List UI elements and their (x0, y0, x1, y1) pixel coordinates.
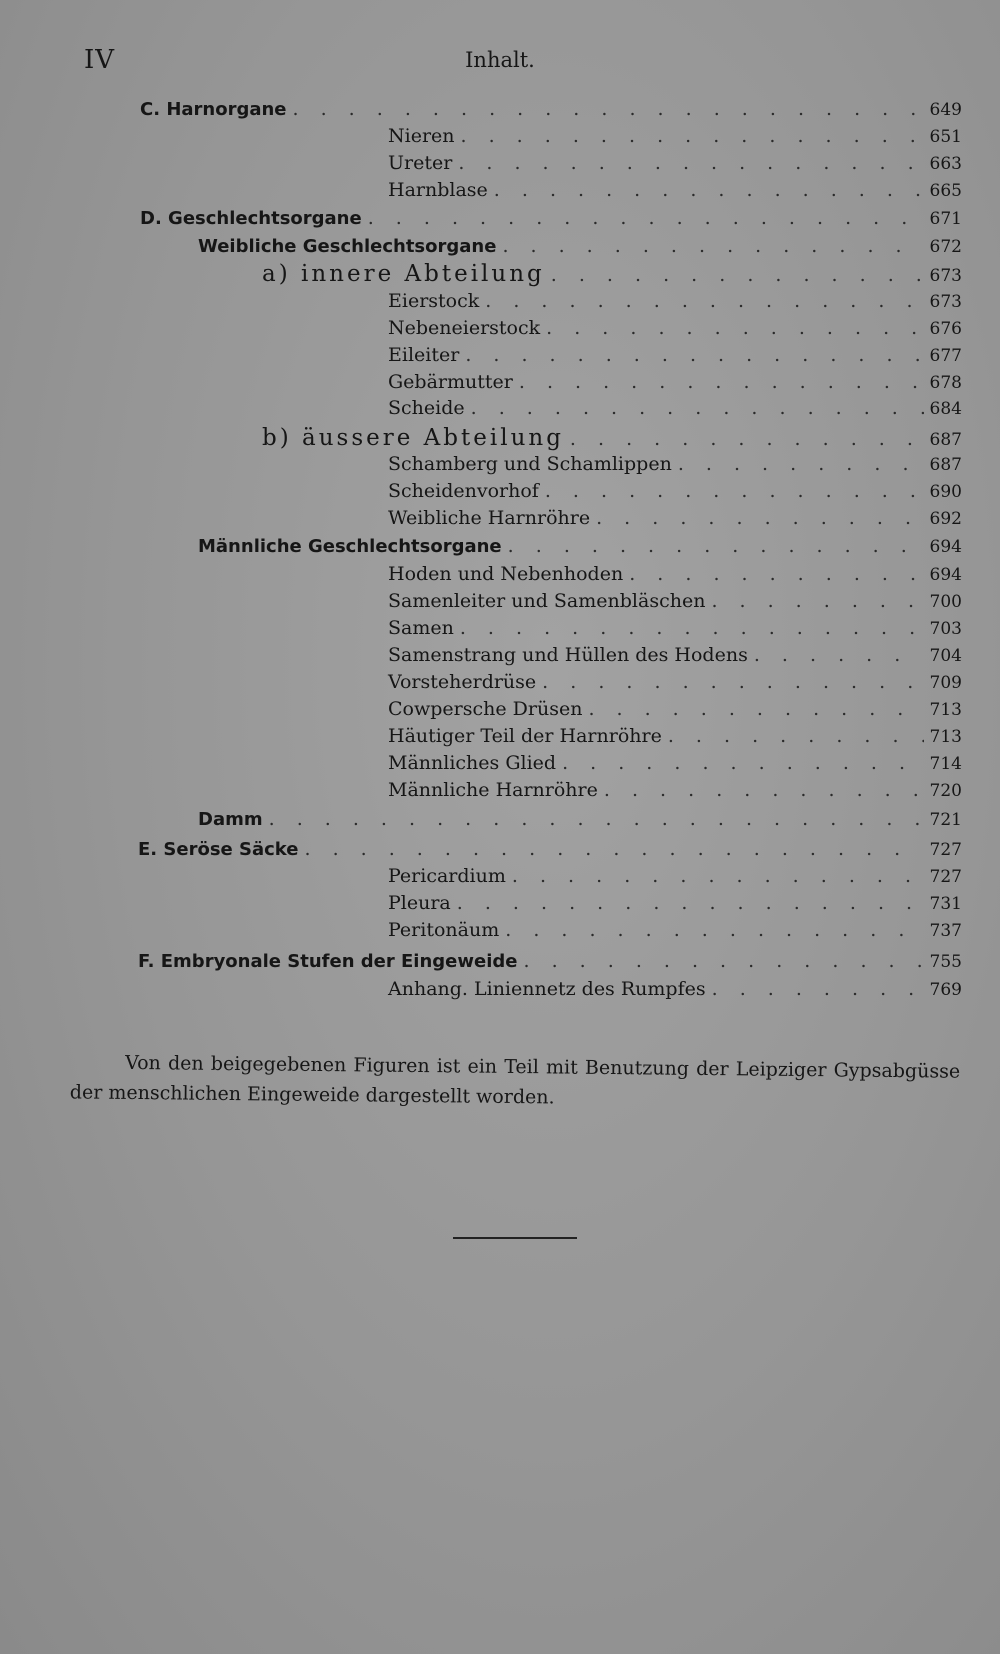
toc-entry-label: Männliches Glied (388, 752, 557, 774)
toc-entry-label: Peritonäum (388, 919, 500, 941)
toc-entry (0, 535, 962, 557)
toc-entry-page: 720 (929, 781, 962, 801)
toc-entry-page: 700 (929, 592, 962, 612)
closing-rule (453, 1237, 577, 1239)
toc-entry-label: Gebärmutter (388, 371, 513, 393)
toc-leader-dots (505, 919, 923, 941)
toc-leader-dots (519, 371, 924, 393)
toc-entry-label: C. Harnorgane (140, 99, 287, 120)
toc-entry-label: Pleura (388, 892, 451, 914)
toc-entry (0, 371, 962, 393)
figure-note (70, 1047, 961, 1116)
toc-entry-label: F. Embryonale Stufen der Eingeweide (138, 951, 518, 972)
toc-entry-label: Samenstrang und Hüllen des Hodens (388, 644, 748, 666)
toc-leader-dots (588, 698, 923, 720)
toc-entry (0, 698, 962, 720)
toc-leader-dots (485, 290, 923, 312)
toc-entry (0, 317, 962, 339)
toc-entry-page: 665 (929, 181, 962, 201)
toc-entry-label: Schamberg und Schamlippen (388, 453, 672, 475)
toc-entry-label: Hoden und Nebenhoden (388, 563, 624, 585)
toc-leader-dots (368, 207, 924, 229)
toc-leader-dots (596, 507, 923, 529)
toc-leader-dots (668, 725, 924, 747)
toc-entry-label: b) äussere Abteilung (262, 425, 564, 451)
toc-leader-dots (562, 752, 923, 774)
toc-leader-dots (524, 950, 924, 972)
toc-entry (0, 425, 962, 451)
toc-entry-page: 672 (929, 237, 962, 257)
toc-entry-page: 703 (929, 619, 962, 639)
toc-entry-label: Männliche Harnröhre (388, 779, 598, 801)
toc-leader-dots (712, 978, 924, 1000)
toc-entry-page: 694 (929, 537, 962, 557)
toc-leader-dots (304, 838, 923, 860)
toc-entry-page: 678 (929, 373, 962, 393)
toc-entry (0, 671, 962, 693)
toc-entry-page: 690 (929, 482, 962, 502)
toc-entry-page: 649 (929, 100, 962, 120)
toc-leader-dots (512, 865, 924, 887)
toc-leader-dots (546, 317, 923, 339)
toc-entry-page: 663 (929, 154, 962, 174)
toc-entry-page: 714 (929, 754, 962, 774)
toc-entry (0, 207, 962, 229)
toc-entry-label: Samen (388, 617, 454, 639)
toc-leader-dots (465, 344, 923, 366)
toc-entry-label: Eierstock (388, 290, 480, 312)
toc-entry (0, 950, 962, 972)
toc-entry (0, 838, 962, 860)
toc-leader-dots (460, 617, 924, 639)
toc-entry-label: Eileiter (388, 344, 460, 366)
toc-entry-label: a) innere Abteilung (262, 261, 545, 287)
toc-entry (0, 261, 962, 287)
toc-entry-label: Scheidenvorhof (388, 480, 539, 502)
toc-leader-dots (604, 779, 924, 801)
toc-entry-label: Vorsteherdrüse (388, 671, 537, 693)
toc-leader-dots (458, 152, 923, 174)
toc-entry (0, 978, 962, 1000)
toc-entry-page: 676 (929, 319, 962, 339)
toc-entry-page: 731 (929, 894, 962, 914)
toc-entry-label: Samenleiter und Samenbläschen (388, 590, 706, 612)
toc-entry-label: Häutiger Teil der Harnröhre (388, 725, 662, 747)
toc-leader-dots (629, 563, 923, 585)
toc-entry-page: 737 (929, 921, 962, 941)
toc-entry-page: 651 (929, 127, 962, 147)
running-head: Inhalt. (465, 48, 535, 72)
toc-leader-dots (754, 644, 924, 666)
toc-entry-label: D. Geschlechtsorgane (140, 208, 362, 229)
toc-entry (0, 779, 962, 801)
toc-entry-label: Cowpersche Drüsen (388, 698, 583, 720)
toc-entry (0, 617, 962, 639)
toc-entry-page: 673 (929, 266, 962, 286)
toc-entry-label: Harnblase (388, 179, 488, 201)
toc-entry (0, 919, 962, 941)
toc-entry-page: 684 (929, 399, 962, 419)
toc-leader-dots (545, 480, 924, 502)
toc-entry (0, 808, 962, 830)
toc-entry (0, 453, 962, 475)
toc-leader-dots (502, 235, 923, 257)
toc-entry-page: 727 (929, 840, 962, 860)
toc-entry-page: 694 (929, 565, 962, 585)
toc-entry-label: Scheide (388, 397, 465, 419)
toc-entry-page: 727 (929, 867, 962, 887)
toc-entry-page: 721 (929, 810, 962, 830)
toc-entry (0, 590, 962, 612)
toc-entry-page: 755 (929, 952, 962, 972)
toc-entry-page: 687 (929, 455, 962, 475)
toc-entry (0, 290, 962, 312)
toc-entry-page: 713 (929, 727, 962, 747)
toc-entry-page: 687 (929, 430, 962, 450)
toc-entry (0, 644, 962, 666)
toc-leader-dots (678, 453, 924, 475)
toc-leader-dots (542, 671, 923, 693)
toc-entry-label: Männliche Geschlechtsorgane (198, 536, 502, 557)
toc-leader-dots (293, 98, 924, 120)
toc-leader-dots (570, 428, 924, 450)
toc-leader-dots (508, 535, 924, 557)
page-number-roman: IV (84, 45, 116, 75)
figure-note-text: Von den beigegebenen Figuren ist ein Teil mit Benutzung der Leipziger Gypsabgüsse der menschlichen Eingeweide dargestellt worden. (69, 1051, 961, 1109)
toc-entry-page: 769 (929, 980, 962, 1000)
toc-entry-page: 677 (929, 346, 962, 366)
toc-entry (0, 507, 962, 529)
toc-entry (0, 179, 962, 201)
toc-entry-label: Weibliche Geschlechtsorgane (198, 236, 497, 257)
toc-entry (0, 865, 962, 887)
toc-entry-label: Pericardium (388, 865, 506, 887)
toc-entry (0, 344, 962, 366)
toc-entry (0, 397, 962, 419)
toc-entry (0, 98, 962, 120)
toc-leader-dots (471, 397, 924, 419)
toc-entry-label: Weibliche Harnröhre (388, 507, 591, 529)
toc-entry-page: 671 (929, 209, 962, 229)
toc-entry-page: 704 (929, 646, 962, 666)
toc-leader-dots (551, 264, 924, 286)
toc-entry-page: 692 (929, 509, 962, 529)
toc-entry-page: 709 (929, 673, 962, 693)
toc-leader-dots (461, 125, 924, 147)
toc-entry (0, 563, 962, 585)
toc-leader-dots (269, 808, 924, 830)
toc-entry-page: 713 (929, 700, 962, 720)
toc-entry (0, 892, 962, 914)
toc-leader-dots (494, 179, 924, 201)
toc-leader-dots (457, 892, 924, 914)
toc-entry-label: Damm (198, 809, 263, 830)
toc-entry (0, 752, 962, 774)
toc-entry (0, 152, 962, 174)
toc-entry-label: Nieren (388, 125, 455, 147)
toc-entry-label: Ureter (388, 152, 453, 174)
toc-entry-page: 673 (929, 292, 962, 312)
toc-entry (0, 235, 962, 257)
toc-entry-label: Nebeneierstock (388, 317, 541, 339)
toc-entry-label: E. Seröse Säcke (138, 839, 299, 860)
toc-entry (0, 725, 962, 747)
toc-entry (0, 480, 962, 502)
toc-entry (0, 125, 962, 147)
toc-entry-label: Anhang. Liniennetz des Rumpfes (388, 978, 706, 1000)
toc-leader-dots (711, 590, 923, 612)
